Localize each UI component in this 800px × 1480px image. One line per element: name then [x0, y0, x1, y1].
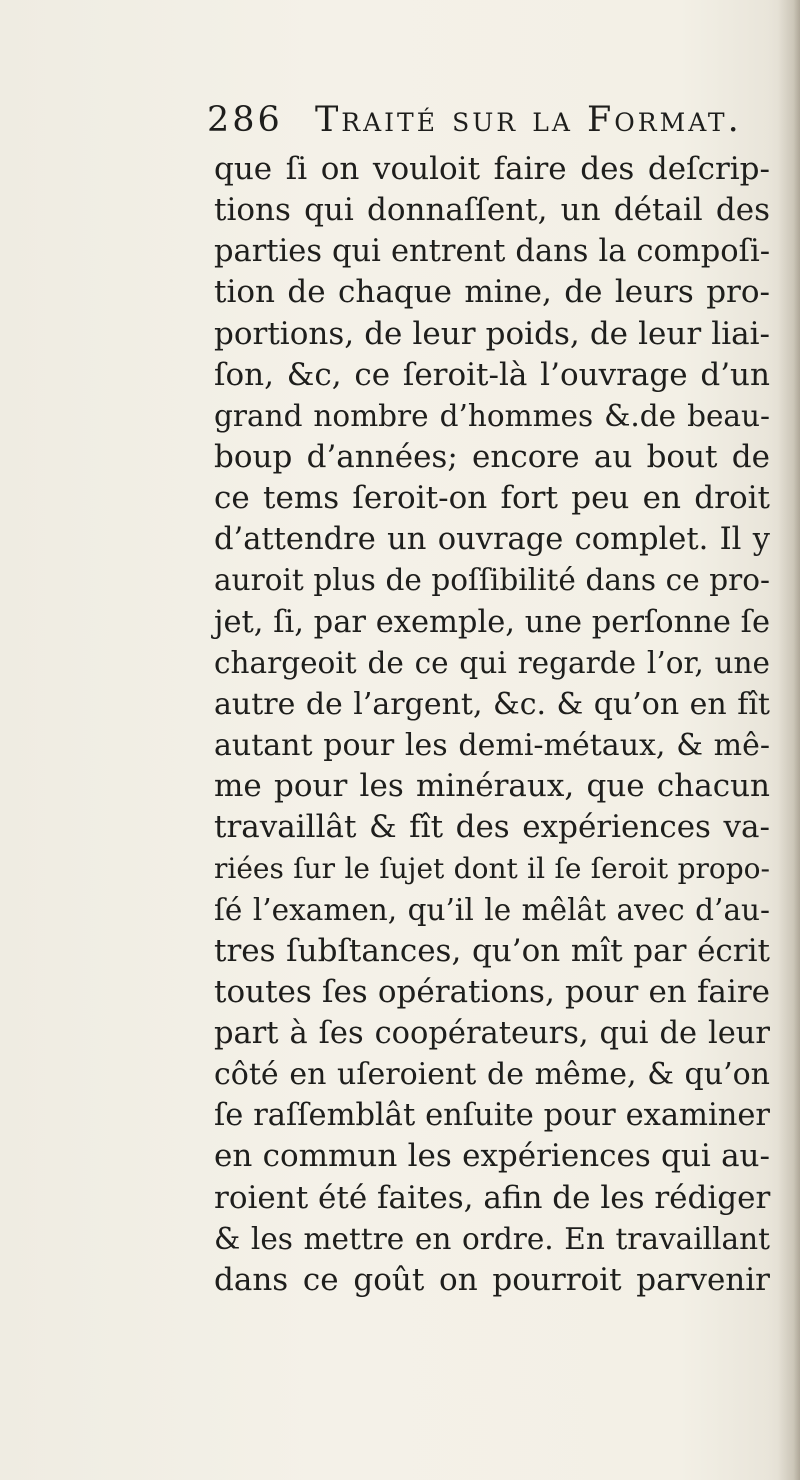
- text-line: auroit plus de poſſibilité dans ce pro-: [214, 563, 770, 598]
- text-line: que ſi on vouloit faire des deſcrip-: [214, 151, 770, 187]
- text-line: & les mettre en ordre. En travaillant: [214, 1221, 770, 1256]
- text-line: me pour les minéraux, que chacun: [214, 768, 770, 805]
- text-line: toutes ſes opérations, pour en faire: [214, 973, 770, 1010]
- running-title: Traité sur la Format.: [314, 100, 742, 140]
- page-edge-shadow: [778, 0, 800, 1480]
- text-line: ce tems ſeroit-on fort peu en droit: [214, 480, 770, 517]
- text-line: chargeoit de ce qui regarde l’or, une: [214, 645, 770, 680]
- text-line: riées ſur le ſujet dont il ſe ſeroit propo-: [214, 852, 770, 886]
- text-line: dans ce goût on pourroit parvenir: [214, 1261, 770, 1298]
- text-line: ſe raſſemblât enſuite pour examiner: [214, 1098, 770, 1134]
- running-header: [207, 100, 767, 150]
- text-line: ſé l’examen, qu’il le mêlât avec d’au-: [214, 892, 770, 927]
- text-line: grand nombre d’hommes &.de beau-: [214, 398, 770, 433]
- text-line: tions qui donnaſſent, un détail des: [214, 192, 770, 229]
- text-line: en commun les expériences qui au-: [214, 1138, 770, 1175]
- text-line: d’attendre un ouvrage complet. Il y: [214, 522, 770, 558]
- text-line: tres ſubſtances, qu’on mît par écrit: [214, 932, 770, 969]
- text-line: tion de chaque mine, de leurs pro-: [214, 274, 770, 311]
- text-line: autre de l’argent, &c. & qu’on en fît: [214, 686, 770, 722]
- body-text: [214, 149, 770, 1301]
- text-line: travaillât & fît des expériences va-: [214, 809, 770, 846]
- text-line: roient été faites, afin de les rédiger: [214, 1179, 771, 1216]
- text-line: autant pour les demi-métaux, & mê-: [214, 727, 770, 763]
- text-line: ſon, &c, ce ſeroit-là l’ouvrage d’un: [214, 356, 770, 393]
- text-line: jet, ſi, par exemple, une perſonne ſe: [214, 604, 770, 640]
- text-line: boup d’années; encore au bout de: [214, 438, 770, 475]
- page-number: 286: [207, 100, 283, 140]
- text-line: parties qui entrent dans la compoſi-: [214, 234, 770, 270]
- text-line: portions, de leur poids, de leur liai-: [214, 315, 770, 352]
- text-line: côté en uſeroient de même, & qu’on: [214, 1057, 770, 1093]
- text-line: part à ſes coopérateurs, qui de leur: [214, 1015, 770, 1051]
